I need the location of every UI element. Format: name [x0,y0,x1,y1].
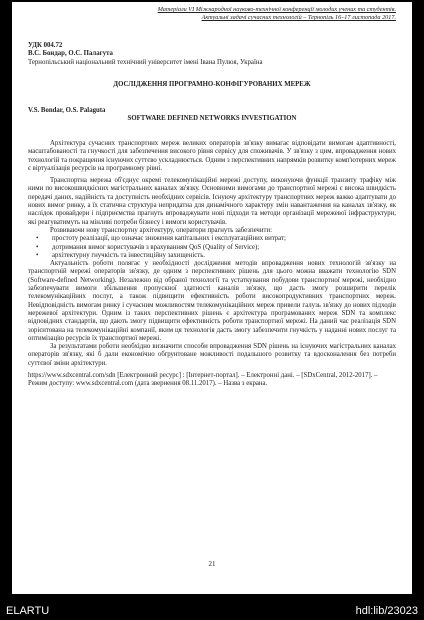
paragraph: Актуальність роботи полягає у необхідності дослідження методів впровадження нових технологій зв'язку на транспортній мережі операторів зв'язку, де одним з перспективних рішень для цього можна вважати технологію SDN (Software-defined Networking). Незалежно від обраної технології та устаткування побудови транспортної мережі, необхідно забезпечувати вимоги збільшення пропускної здатності каналів зв'язку, що дасть змогу розширити перелік телекомунікаційних послуг, а також підвищити ефективність роботи високопродуктивних транспортних мереж. Невідповідність вимогам ринку і сучасним можливостям телекомунікаційних мереж привели галузь зв'язку до нових підходів мережевої архітектури. Одним із таких перспективних рішень є архітектура програмованих мереж SDN та комплекс відповідних стандартів, що дають змогу підвищити ефективність роботи транспортної мережі. На даний час реалізація SDN зорієнтована на телекомунікаційні компанії, яким ця технологія дасть змогу забезпечити гнучкість у наданні нових послуг та оптимізацію ресурсів їх транспортної мережі. [28,260,396,342]
header-line-2: Актуальні задачі сучасних технологій – Тернопіль 16–17 листопада 2017. [201,14,396,21]
paragraph: Транспортна мережа об'єднує окремі телекомунікаційні мережі доступу, виконуючи функції транзиту трафіку між ними по високошвидкісних магістральних каналах зв'язку. Основними вимогами до транспортної мережі є висока швидкість передачі даних, надійність та доступність необхідних сервісів. Існуючу архітектуру транспортних мереж важко адаптувати до нових вимог ринку, а їх статична структура непридатна для динамічного характеру змін навантаження на каналах зв'язку, як наслідок провайдери і підприємства прагнуть впроваджувати нові підходи та методи організації мережевої інфраструктури, які реагуватимуть на мінливі потреби бізнесу і вимоги користувачів. [28,177,396,226]
udc-code: УДК 004.72 [28,42,63,49]
article-body [28,140,396,389]
paragraph: Архітектура сучасних транспортних мереж великих операторів зв'язку вимагає відповідати вимогам адаптивності, масштабованості та гнучкості для забезпечення високого рівня сервісу для споживачів. У зв'язку з цим, впровадження нових технологій та покращення існуючих суттєво ускладнюється. Одним з перспективних напрямків розвитку комп'ютерних мереж є віртуалізація ресурсів на програмному рівні. [28,140,396,172]
affiliation: Тернопільський національний технічний університет імені Івана Пулюя, Україна [28,58,263,66]
authors-en: V.S. Bondar, O.S. Palaguta [28,107,106,114]
title-en: SOFTWARE DEFINED NETWORKS INVESTIGATION [127,115,297,123]
header-line-1: Матеріали VI Міжнародної науково-технічної конференції молодих учених та студентів. [157,6,396,13]
footer-source-label: ELARTU [6,605,50,617]
reference-item: https://www.sdxcentral.com/sdn [Електронний ресурс] : [Інтернет-портал]. – Електронні дані. – [SDxCentral, 2012-2017]. – Режим доступу: www.sdxcentral.com (дата звернення 08.11.2017). – Назва з екрана. [28,372,378,388]
authors-uk: В.С. Бондар, О.С. Палагута [28,50,113,58]
conference-header [28,6,396,22]
title-uk: ДОСЛІДЖЕННЯ ПРОГРАМНО-КОНФІГУРОВАНИХ МЕРЕЖ [113,80,311,88]
paragraph: Розвиваючи нову транспортну архітектуру, оператори прагнуть забезпечити: [50,226,272,234]
requirements-list [28,235,396,260]
front-matter-en [28,107,396,124]
paragraph: За результатами роботи необхідно визначити способи впровадження SDN рішень на існуючих магістральних каналах операторів зв'язку, які б дали економічно обґрунтоване можливості подальшого розвитку та вдосконалення без потреби суттєвої зміни архітектури. [28,343,396,367]
list-item: • простоту реалізації, що означає зниження капітальних і експлуатаційних витрат; [28,235,396,243]
references-list [28,372,396,389]
page-number: 21 [208,560,216,568]
document-page [12,2,412,594]
footer-handle-label: hdl:lib/23023 [355,605,418,617]
list-item: • архітектурну гнучкість та інвестиційну захищеність. [28,252,396,260]
list-item: • дотримання вимог користувачів з врахуванням QoS (Quality of Service); [28,244,396,252]
front-matter-uk [28,42,396,89]
